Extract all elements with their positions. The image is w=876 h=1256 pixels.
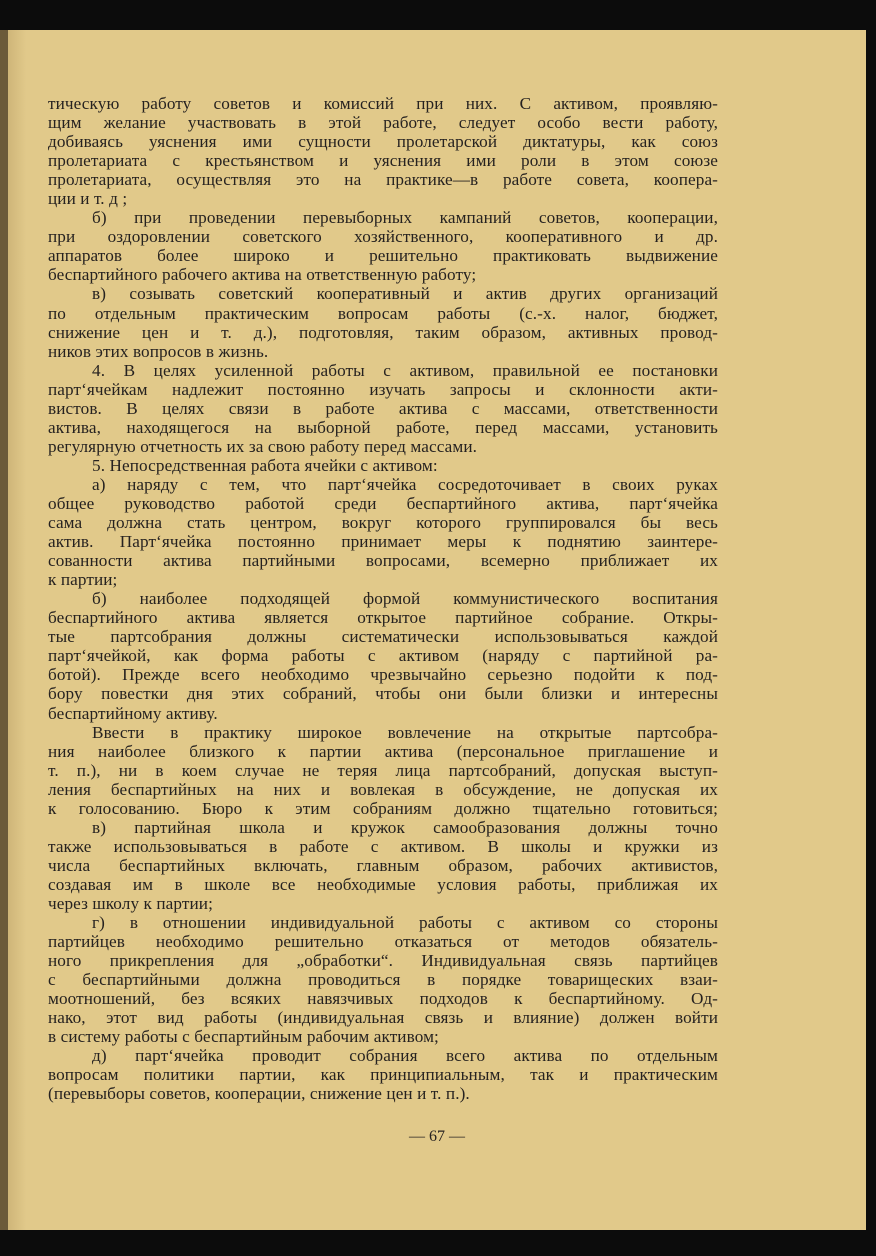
text-line: моотношений, без всяких навязчивых подходов к беспартийному. Од-: [48, 989, 718, 1009]
text-line: беспартийного рабочего актива на ответственную работу;: [48, 265, 477, 285]
book-page: [8, 30, 866, 1230]
text-line: ников этих вопросов в жизнь.: [48, 341, 269, 361]
text-line: снижение цен и т. д.), подготовляя, таким образом, активных провод-: [48, 322, 718, 342]
text-line: Ввести в практику широкое вовлечение на открытые партсобра-: [92, 722, 718, 742]
text-line: регулярную отчетность их за свою работу перед массами.: [48, 436, 478, 456]
text-line: а) наряду с тем, что парт‘ячейка сосредоточивает в своих руках: [92, 474, 718, 494]
text-line: беспартийного актива является открытое партийное собрание. Откры-: [48, 608, 718, 628]
text-line: числа беспартийных включать, главным образом, рабочих активистов,: [48, 855, 718, 875]
text-line: 5. Непосредственная работа ячейки с активом:: [92, 455, 438, 475]
text-line: вопросам политики партии, как принципиальным, так и практическим: [48, 1065, 718, 1085]
text-line: ции и т. д ;: [48, 189, 128, 209]
text-line: актив. Парт‘ячейка постоянно принимает меры к поднятию заинтере-: [48, 532, 718, 552]
text-line: пролетариата, осуществляя это на практике—в работе совета, коопера-: [48, 170, 718, 190]
text-line: аппаратов более широко и решительно практиковать выдвижение: [48, 246, 718, 266]
text-line: в систему работы с беспартийным рабочим активом;: [48, 1027, 439, 1047]
page-number: — 67 —: [409, 1128, 465, 1145]
text-line: с беспартийными должна проводиться в порядке товарищеских взаи-: [48, 970, 718, 990]
text-line: пролетариата с крестьянством и уяснения ими роли в этом союзе: [48, 151, 718, 171]
text-line: добиваясь уяснения ими сущности пролетарской диктатуры, как союз: [48, 132, 718, 152]
text-line: ного прикрепления для „обработки“. Индивидуальная связь партийцев: [48, 951, 718, 971]
text-line: тическую работу советов и комиссий при них. С активом, проявляю-: [48, 94, 718, 113]
text-line: 4. В целях усиленной работы с активом, правильной ее постановки: [92, 360, 718, 380]
page-body-text: [48, 94, 718, 1103]
text-line: беспартийному активу.: [48, 703, 218, 723]
text-line: сованности актива партийными вопросами, всемерно приближает их: [48, 551, 718, 571]
text-line: партийцев необходимо решительно отказаться от методов обязатель-: [48, 932, 718, 952]
text-line: по отдельным практическим вопросам работы (с.-х. налог, бюджет,: [48, 303, 718, 323]
text-line: парт‘ячейкам надлежит постоянно изучать запросы и склонности акти-: [48, 379, 718, 399]
text-line: д) парт‘ячейка проводит собрания всего актива по отдельным: [92, 1046, 718, 1066]
text-line: щим желание участвовать в этой работе, следует особо вести работу,: [48, 113, 718, 133]
text-line: т. п.), ни в коем случае не теряя лица партсобраний, допуская выступ-: [48, 760, 718, 780]
text-line: бору повестки дня этих собраний, чтобы они были близки и интересны: [48, 684, 718, 704]
text-line: создавая им в школе все необходимые условия работы, приближая их: [48, 874, 718, 894]
text-line: к голосованию. Бюро к этим собраниям должно тщательно готовиться;: [48, 798, 718, 818]
text-line: б) при проведении перевыборных кампаний советов, кооперации,: [92, 208, 718, 228]
text-line: ления беспартийных на них и вовлекая в обсуждение, не допуская их: [48, 779, 718, 799]
text-line: ния наиболее близкого к партии актива (персональное приглашение и: [48, 741, 718, 761]
text-line: общее руководство работой среди беспартийного актива, парт‘ячейка: [48, 493, 718, 513]
text-line: ботой). Прежде всего необходимо чрезвычайно серьезно подойти к под-: [48, 665, 718, 685]
text-line: в) партийная школа и кружок самообразования должны точно: [92, 817, 718, 837]
text-line: при оздоровлении советского хозяйственного, кооперативного и др.: [48, 227, 718, 247]
text-line: (перевыборы советов, кооперации, снижение цен и т. п.).: [48, 1084, 470, 1104]
text-line: сама должна стать центром, вокруг которого группировался бы весь: [48, 513, 718, 533]
text-line: г) в отношении индивидуальной работы с активом со стороны: [92, 913, 718, 933]
text-line: парт‘ячейкой, как форма работы с активом (наряду с партийной ра-: [48, 646, 718, 666]
text-line: к партии;: [48, 570, 118, 590]
text-line: вистов. В целях связи в работе актива с массами, ответственности: [48, 398, 718, 418]
text-line: также использовываться в работе с активом. В школы и кружки из: [48, 836, 718, 856]
text-line: б) наиболее подходящей формой коммунистического воспитания: [92, 589, 718, 609]
text-line: тые партсобрания должны систематически использовываться каждой: [48, 627, 718, 647]
text-line: актива, находящегося на выборной работе, перед массами, установить: [48, 417, 718, 437]
text-line: через школу к партии;: [48, 893, 213, 913]
text-line: нако, этот вид работы (индивидуальная связь и влияние) должен войти: [48, 1008, 718, 1028]
text-line: в) созывать советский кооперативный и актив других организаций: [92, 284, 718, 304]
